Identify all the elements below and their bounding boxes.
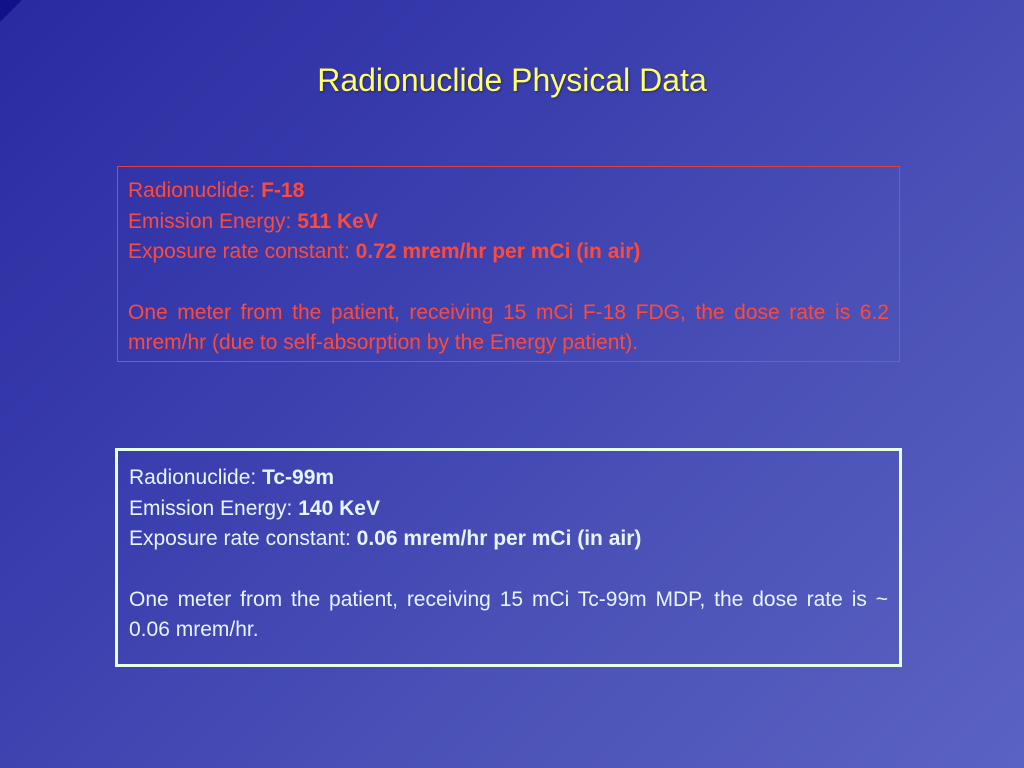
radionuclide-label: Radionuclide: <box>129 466 263 489</box>
emission-energy-value: 140 KeV <box>298 496 380 520</box>
corner-accent <box>0 0 22 22</box>
emission-energy-label: Emission Energy: <box>128 209 298 233</box>
radionuclide-label: Radionuclide: <box>128 179 262 202</box>
radionuclide-line <box>128 176 889 207</box>
radionuclide-value: F-18 <box>261 179 305 202</box>
dose-rate-note: One meter from the patient, receiving 15 mCi Tc-99m MDP, the dose rate is ~ 0.06 mrem/hr. <box>129 587 888 641</box>
radionuclide-line <box>129 463 888 494</box>
emission-energy-line <box>129 494 888 525</box>
tc99m-data-box <box>115 448 902 667</box>
f18-data-box <box>117 166 900 362</box>
exposure-rate-label: Exposure rate constant: <box>129 527 357 550</box>
emission-energy-line <box>128 207 889 238</box>
dose-rate-note: One meter from the patient, receiving 15 mCi F-18 FDG, the dose rate is 6.2 mrem/hr (due to self-absorption by the Energy patient). <box>128 300 889 354</box>
slide-title: Radionuclide Physical Data <box>317 62 707 98</box>
radionuclide-value: Tc-99m <box>262 466 335 489</box>
exposure-rate-line <box>129 524 888 555</box>
emission-energy-value: 511 KeV <box>297 209 378 233</box>
exposure-rate-value: 0.72 mrem/hr per mCi (in air) <box>355 240 641 263</box>
exposure-rate-value: 0.06 mrem/hr per mCi (in air) <box>356 527 642 550</box>
exposure-rate-label: Exposure rate constant: <box>128 240 356 263</box>
emission-energy-label: Emission Energy: <box>129 496 299 520</box>
exposure-rate-line <box>128 237 889 268</box>
